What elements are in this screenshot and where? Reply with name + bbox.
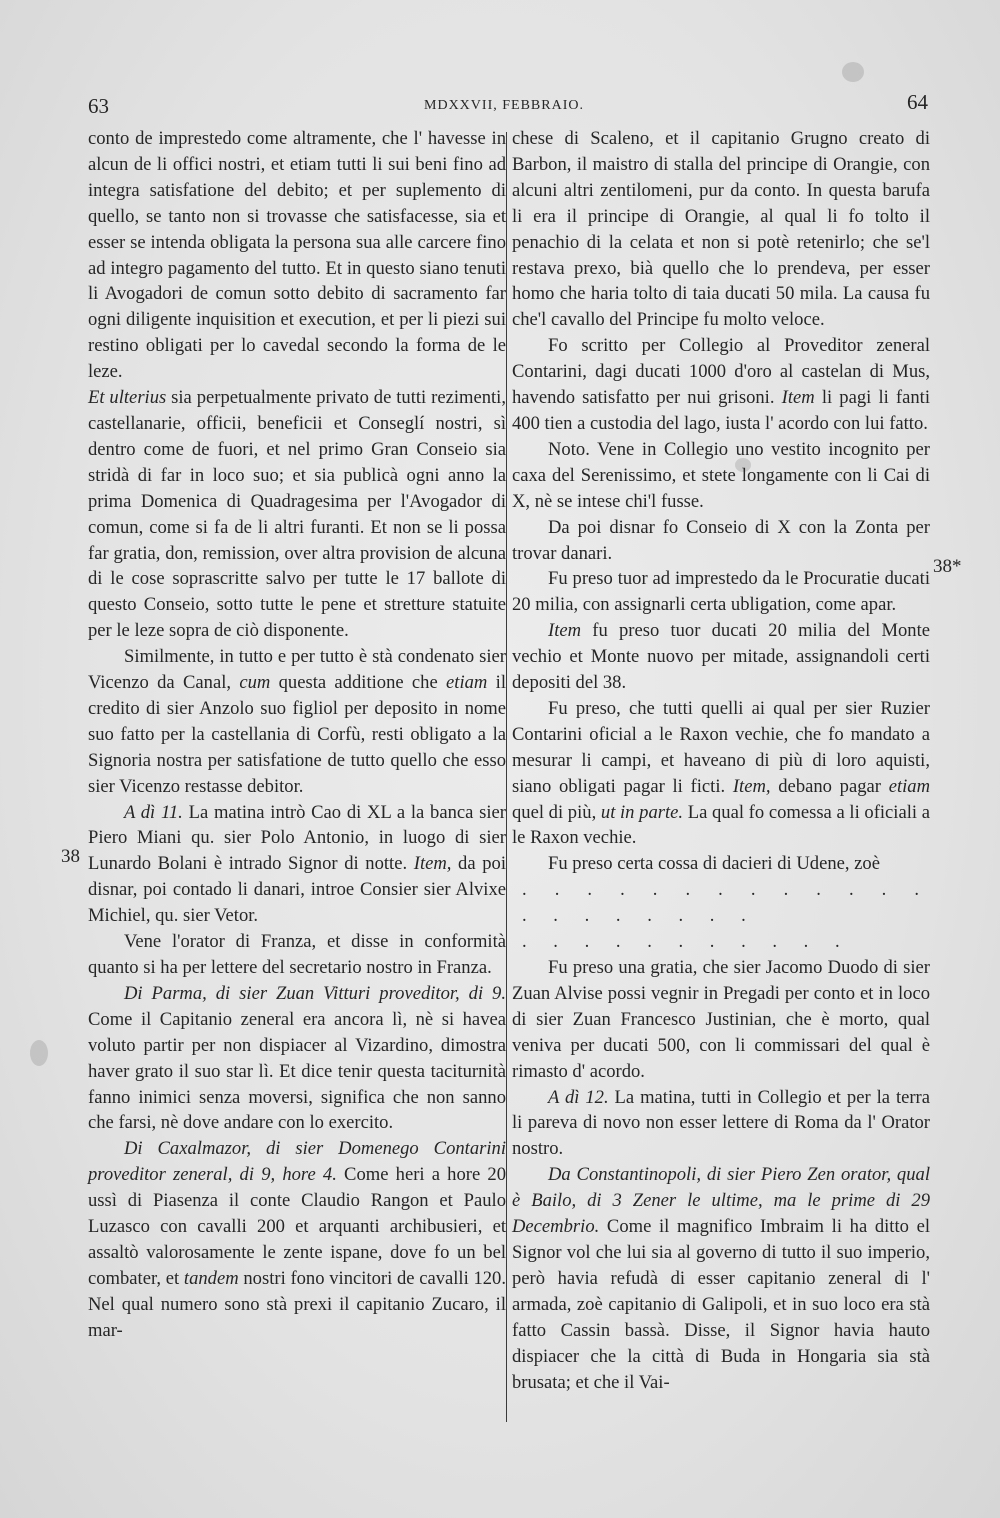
- paragraph: Fu preso certa cossa di dacieri di Udene, zoè: [548, 853, 880, 875]
- margin-note-right: 38*: [933, 556, 962, 577]
- ellipsis-line: . . . . . . . . . . .: [522, 931, 851, 953]
- paragraph: Da Constantinopoli, di sier Piero Zen orator, qual è Bailo, di 3 Zener le ultime, ma le prime di 29 Decembrio. Come il magnifico Imbraim li ha ditto el Signor vol che lui sia al governo di tutto il suo imperio, però havia refudà di esser capitanio zeneral di l' armada, zoè capitanio di Galipoli, et in suo loco era stà fatto Cassin bassà. Disse, il Signor havia hauto dispiacer che la città di Buda in Hongaria sia stà brusata; et che il Vai-: [512, 1164, 930, 1393]
- paper-stain: [30, 1040, 48, 1066]
- paper-stain: [842, 62, 864, 82]
- paragraph: conto de imprestedo come altramente, che l' havesse in alcun de li offici nostri, et etiam tutti li sui beni fino ad integra satisfatione del debito; et per suplemento di quello, se tanto non si trovasse che satisfacesse, sia et esser se intenda obligata la persona sua alle carcere fino ad integro pagamento del tutto. Et in questo siano tenuti li Avogadori de comun sotto debito di sacramento far ogni diligente inquisition et execution, et per li piezi sui restino obligati per lo cavedal secondo la forma de le leze.: [88, 128, 506, 383]
- paragraph: Da poi disnar fo Conseio di X con la Zonta per trovar danari.: [512, 516, 930, 564]
- column-divider: [506, 132, 507, 1422]
- left-column: [88, 126, 506, 1344]
- right-page-number: 64: [907, 90, 928, 114]
- page-header: [80, 86, 928, 120]
- paragraph: Di Parma, di sier Zuan Vitturi proveditor, di 9. Come il Capitanio zeneral era ancora lì, nè si havea voluto partir per non dispiacer al Vizardino, dimostra haver grato il suo star lì. Et dice tenir questa taciturnità fanno inimici senza moversi, significa che non sanno che farsi, nè dove andare con lo exercito.: [88, 982, 506, 1134]
- ellipsis-line: . . . . . . . . . . . . . . . . . . . . .: [522, 879, 930, 927]
- margin-note-left: 38: [61, 846, 80, 867]
- paragraph: Vene l'orator di Franza, et disse in conformità quanto si ha per lettere del secretario nostro in Franza.: [88, 931, 506, 978]
- paragraph: Fu preso una gratia, che sier Jacomo Duodo di sier Zuan Alvise possi vegnir in Pregadi per conto et in loco di sier Zuan Francesco Justinian, che è morto, qual veniva per ducati 500, con li commissari del qual è rimasto d' acordo.: [512, 957, 930, 1082]
- running-head: MDXXVII, FEBBRAIO.: [424, 98, 584, 113]
- paragraph: chese di Scaleno, et il capitanio Grugno creato di Barbon, il maistro di stalla del principe di Orangie, con alcuni altri zentilomeni, pur da conto. In questa barufa li era il principe di Orangie, al qual li fo tolto il penachio di la celata et non si potè retenirlo; che se'l restava prexo, bià quello che lo prendeva, per esser homo che haria tolto di taia ducati 50 mila. La causa fu che'l cavallo del Principe fu molto veloce.: [512, 128, 930, 331]
- paragraph: Et ulterius sia perpetualmente privato de tutti rezimenti, castellanarie, officii, beneficii et Conseglí nostri, sì dentro come de fuori, et nel primo Gran Conseio sia stridà di far in loco suo; et sia publicà ogni anno la prima Domenica di Quadragesima per l'Avogador di comun, come si fa de li altri furanti. Et non se li possa far gratia, don, remission, over altra provision de alcuna di le cose soprascritte salvo per tutte le 17 ballote di questo Conseio, sotto tutte le pene et stretture statuite per le leze sopra de ciò disponente.: [88, 387, 506, 642]
- paragraph: Noto. Vene in Collegio uno vestito incognito per caxa del Serenissimo, et stete longamente con li Cai di X, nè se intese chi'l fusse.: [512, 438, 930, 512]
- paragraph: Fu preso tuor ad imprestedo da le Procuratie ducati 20 milia, con assignarli certa ubligation, come apar.: [512, 568, 930, 616]
- right-column: [512, 126, 930, 1395]
- paragraph: Item fu preso tuor ducati 20 milia del Monte vechio et Monte nuovo per mitade, assignandoli certi depositi del 38.: [512, 620, 930, 694]
- paragraph: Fu preso, che tutti quelli ai qual per sier Ruzier Contarini oficial a le Raxon vechie, che fo mandato a mesurar li campi, et haveano di più di loro aquisti, siano obligati pagar li ficti. Item, debano pagar etiam quel di più, ut in parte. La qual fo comessa a li oficiali a le Raxon vechie.: [512, 697, 930, 849]
- paragraph: Di Caxalmazor, di sier Domenego Contarini proveditor zeneral, di 9, hore 4. Come heri a hore 20 ussì di Piasenza il conte Claudio Rangon et Paulo Luzasco con cavalli 200 et arquanti archibusieri, et assaltò valorosamente le zente ispane, dove fo un bel combater, et tandem nostri fono vincitori de cavalli 120. Nel qual numero sono stà prexi il capitanio Zucaro, il mar-: [88, 1138, 507, 1341]
- left-page-number: 63: [88, 94, 109, 118]
- paragraph: A dì 12. La matina, tutti in Collegio et per la terra li pareva di novo non esser lettere di Roma da l' Orator nostro.: [512, 1086, 930, 1160]
- paragraph: Fo scritto per Collegio al Proveditor zeneral Contarini, dagi ducati 1000 d'oro al castelan di Mus, havendo satisfatto per nui grisoni. Item li pagi li fanti 400 tien a custodia del lago, iusta l' acordo con lui fatto.: [512, 335, 931, 434]
- paragraph: A dì 11. La matina intrò Cao di XL a la banca sier Piero Miani qu. sier Polo Antonio, in luogo di sier Lunardo Bolani è intrado Signor di notte. Item, da poi disnar, poi contado li danari, introe Consier sier Alvixe Michiel, qu. sier Vetor.: [88, 801, 506, 927]
- paragraph: Similmente, in tutto e per tutto è stà condenato sier Vicenzo da Canal, cum questa additione che etiam il credito di sier Anzolo suo figliol per deposito in nome suo fatto per la castellania di Corfù, resti obligato a la Signoria nostra per satisfatione de tutto quello che esso sier Vicenzo restasse debitor.: [88, 646, 506, 797]
